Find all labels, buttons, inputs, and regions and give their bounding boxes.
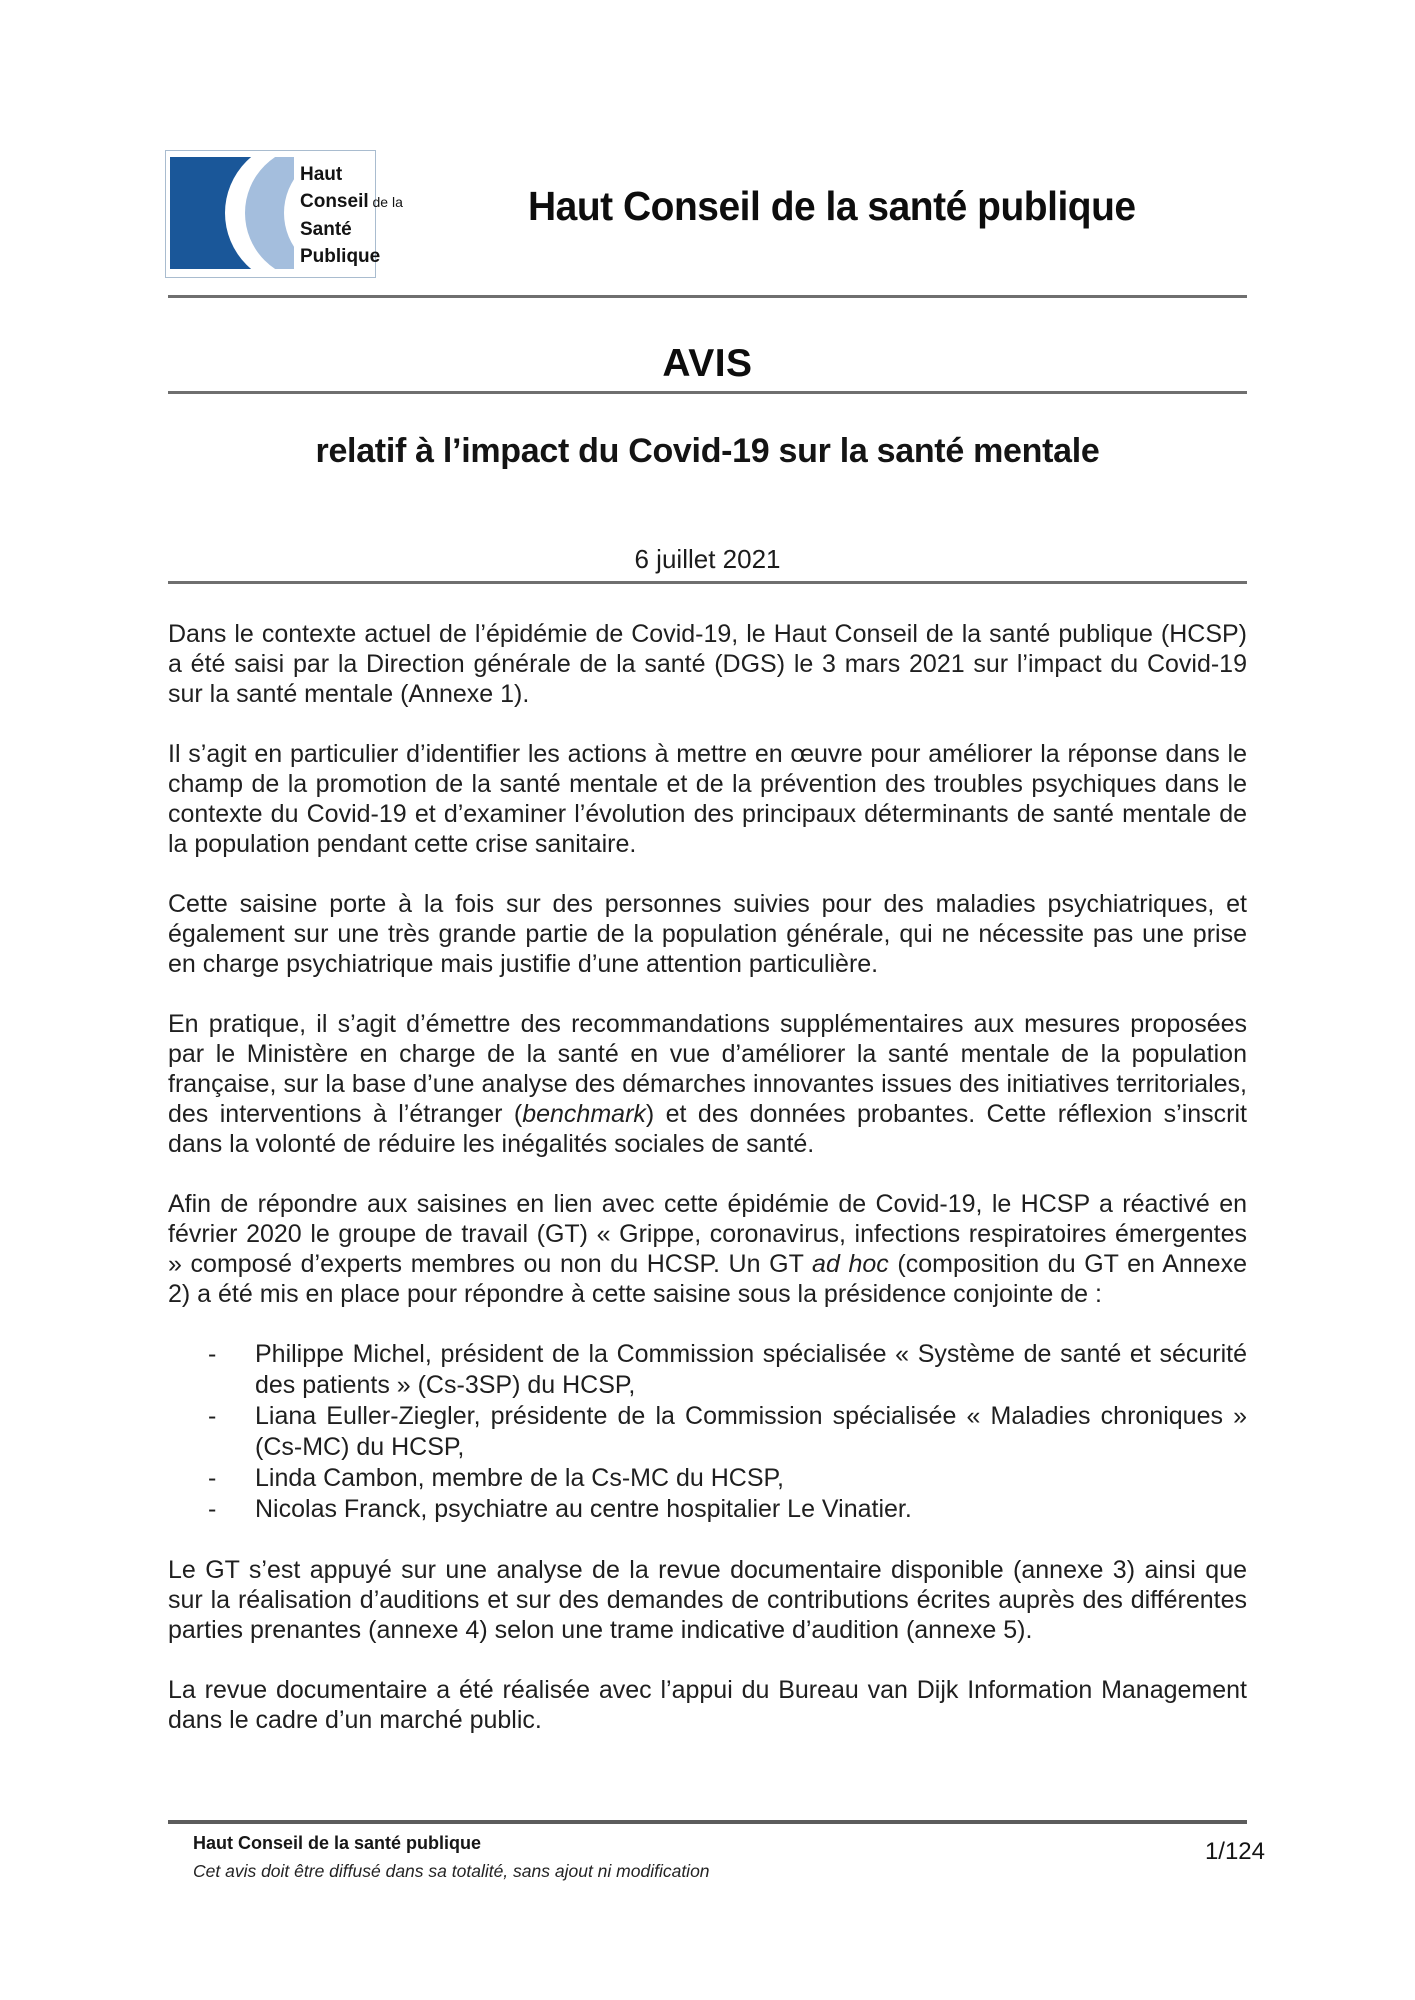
text-run: (composition du GT en Annexe 2) a été mis en place pour répondre à cette saisine sous la présidence conjointe de : bbox=[168, 1250, 1247, 1308]
list-item bbox=[168, 1463, 1247, 1494]
paragraph bbox=[168, 1555, 1247, 1645]
paragraph bbox=[168, 889, 1247, 979]
text-run: ) et des données probantes. Cette réflexion s’inscrit dans la volonté de réduire les inégalités sociales de santé. bbox=[168, 1100, 1247, 1158]
text-run: Afin de répondre aux saisines en lien avec cette épidémie de Covid-19, le HCSP a réactivé en février 2020 le groupe de travail (GT) « Grippe, coronavirus, infections respiratoires émergentes » composé d’experts membres ou non du HCSP. Un GT bbox=[168, 1190, 1247, 1278]
list-item bbox=[168, 1494, 1247, 1525]
header-title: Haut Conseil de la santé publique bbox=[528, 183, 1136, 229]
text-run: En pratique, il s’agit d’émettre des recommandations supplémentaires aux mesures proposées par le Ministère en charge de la santé en vue d’améliorer la santé mentale de la population française, sur la base d’une analyse des démarches innovantes issues des initiatives territoriales, des interventions à l’étranger ( bbox=[168, 1010, 1247, 1128]
text-run: Il s’agit en particulier d’identifier les actions à mettre en œuvre pour améliorer la réponse dans le champ de la promotion de la santé mentale et de la prévention des troubles psychiques dans le contexte du Covid-19 et d’examiner l’évolution des principaux déterminants de santé mentale de la population pendant cette crise sanitaire. bbox=[168, 740, 1247, 858]
footer-diffusion-note: Cet avis doit être diffusé dans sa totalité, sans ajout ni modification bbox=[193, 1861, 710, 1881]
dash-marker: - bbox=[208, 1495, 217, 1523]
list-item bbox=[168, 1339, 1247, 1401]
avis-divider bbox=[168, 391, 1247, 394]
paragraphs-top bbox=[168, 619, 1247, 1309]
italic-run: ad hoc bbox=[812, 1250, 889, 1278]
logo-word-conseil: Conseil de la bbox=[300, 191, 403, 212]
logo-word-sante: Santé bbox=[300, 219, 352, 240]
page-number: 1/124 bbox=[1204, 1838, 1265, 1865]
footer-divider bbox=[168, 1820, 1247, 1824]
text-run: La revue documentaire a été réalisée avec l’appui du Bureau van Dijk Information Management dans le cadre d’un marché public. bbox=[168, 1676, 1247, 1734]
logo-word-publique: Publique bbox=[300, 246, 381, 267]
text-run: Le GT s’est appuyé sur une analyse de la revue documentaire disponible (annexe 3) ainsi que sur la réalisation d’auditions et sur des demandes de contributions écrites auprès des différentes parties prenantes (annexe 4) selon une trame indicative d’audition (annexe 5). bbox=[168, 1556, 1247, 1644]
list-item-text: Linda Cambon, membre de la Cs-MC du HCSP, bbox=[255, 1464, 784, 1492]
dash-marker: - bbox=[208, 1402, 217, 1430]
paragraph bbox=[168, 1675, 1247, 1735]
footer-organization: Haut Conseil de la santé publique bbox=[193, 1833, 482, 1853]
document-date: 6 juillet 2021 bbox=[634, 544, 781, 574]
paragraph bbox=[168, 739, 1247, 859]
list-item-text: Nicolas Franck, psychiatre au centre hospitalier Le Vinatier. bbox=[255, 1495, 912, 1523]
paragraph bbox=[168, 1009, 1247, 1159]
document-subtitle: relatif à l’impact du Covid-19 sur la santé mentale bbox=[315, 432, 1100, 470]
italic-run: benchmark bbox=[522, 1100, 646, 1128]
dash-marker: - bbox=[208, 1340, 217, 1368]
text-run: Cette saisine porte à la fois sur des personnes suivies pour des maladies psychiatriques, et également sur une très grande partie de la population générale, qui ne nécessite pas une prise en charge psychiatrique mais justifie d’une attention particulière. bbox=[168, 890, 1247, 978]
dash-marker: - bbox=[208, 1464, 217, 1492]
logo-word-haut: Haut bbox=[300, 164, 343, 185]
presidents-list bbox=[168, 1339, 1247, 1525]
list-item bbox=[168, 1401, 1247, 1463]
list-item-text: Liana Euller-Ziegler, présidente de la Commission spécialisée « Maladies chroniques » (Cs-MC) du HCSP, bbox=[255, 1402, 1247, 1461]
hcsp-logo-wordmark bbox=[300, 161, 403, 270]
paragraph bbox=[168, 619, 1247, 709]
text-run: Dans le contexte actuel de l’épidémie de Covid-19, le Haut Conseil de la santé publique (HCSP) a été saisi par la Direction générale de la santé (DGS) le 3 mars 2021 sur l’impact du Covid-19 sur la santé mentale (Annexe 1). bbox=[168, 620, 1247, 708]
avis-heading: AVIS bbox=[662, 342, 753, 385]
list-item-text: Philippe Michel, président de la Commission spécialisée « Système de santé et sécurité des patients » (Cs-3SP) du HCSP, bbox=[255, 1340, 1247, 1399]
header-divider bbox=[168, 295, 1247, 298]
crescent-moon-icon bbox=[170, 157, 294, 269]
paragraph bbox=[168, 1189, 1247, 1309]
hcsp-logo bbox=[165, 150, 403, 278]
document-body bbox=[168, 583, 1247, 1765]
paragraphs-bottom bbox=[168, 1555, 1247, 1735]
